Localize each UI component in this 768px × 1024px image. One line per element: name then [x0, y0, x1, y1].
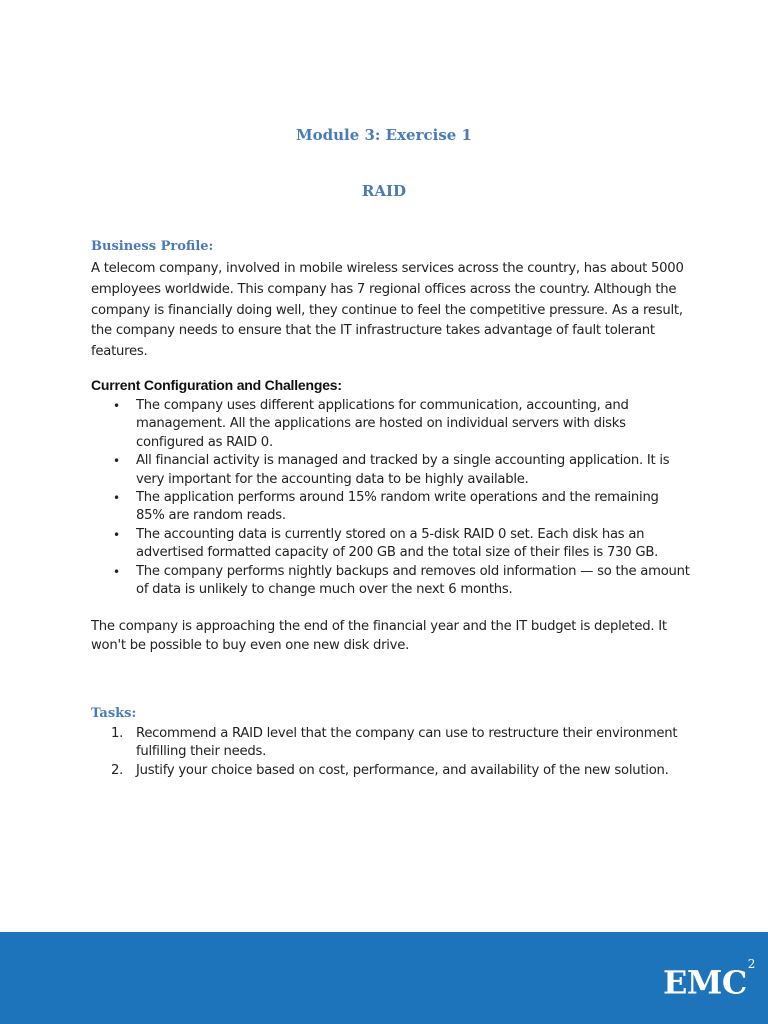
list-item — [91, 526, 691, 563]
task-item — [91, 762, 691, 780]
configuration-heading: Current Configuration and Challenges: — [91, 377, 342, 393]
list-item — [91, 397, 691, 452]
task-number: 2. — [111, 762, 124, 778]
task-item — [91, 725, 691, 762]
bullet-icon: • — [113, 564, 120, 579]
tasks-list — [91, 725, 691, 780]
list-item-text: The accounting data is currently stored on a 5-disk RAID 0 set. Each disk has an advertised formatted capacity of 200 GB and the total size of their files is 730 GB. — [136, 526, 659, 561]
closing-paragraph: The company is approaching the end of the financial year and the IT budget is depleted. It won't be possible to buy even one new disk drive. — [91, 619, 667, 653]
subject-title: RAID — [361, 182, 407, 200]
bullet-icon: • — [113, 491, 120, 506]
module-title: Module 3: Exercise 1 — [296, 126, 472, 144]
list-item-text: The company performs nightly backups and removes old information — so the amount of data is unlikely to change much over the next 6 months. — [136, 563, 690, 598]
list-item-text: All financial activity is managed and tracked by a single accounting application. It is very important for the accounting data to be highly available. — [136, 453, 670, 487]
business-profile-text: A telecom company, involved in mobile wireless services across the country, has about 5000 employees worldwide. This company has 7 regional offices across the country. Although the company is financially doing well, they continue to feel the competitive pressure. As a result, the company needs to ensure that the IT infrastructure takes advantage of fault tolerant features. — [91, 261, 684, 360]
task-text: Justify your choice based on cost, performance, and availability of the new solution. — [136, 762, 669, 778]
emc-logo — [663, 958, 755, 1003]
business-profile-heading: Business Profile: — [91, 239, 214, 254]
task-number: 1. — [111, 726, 124, 741]
task-text: Recommend a RAID level that the company can use to restructure their environment fulfilling their needs. — [136, 726, 678, 760]
list-item-text: The company uses different applications for communication, accounting, and management. All the applications are hosted on individual servers with disks configured as RAID 0. — [136, 398, 629, 450]
logo-text: EMC — [663, 963, 747, 1002]
logo-superscript: 2 — [747, 957, 755, 971]
bullet-icon: • — [113, 399, 120, 413]
footer-band — [0, 932, 768, 1024]
list-item — [91, 489, 691, 526]
bullet-icon: • — [113, 527, 120, 542]
configuration-list — [91, 397, 691, 599]
bullet-icon: • — [113, 454, 120, 469]
list-item — [91, 563, 691, 600]
list-item-text: The application performs around 15% random write operations and the remaining 85% are random reads. — [136, 490, 659, 524]
tasks-heading: Tasks: — [91, 706, 137, 721]
list-item — [91, 452, 691, 489]
